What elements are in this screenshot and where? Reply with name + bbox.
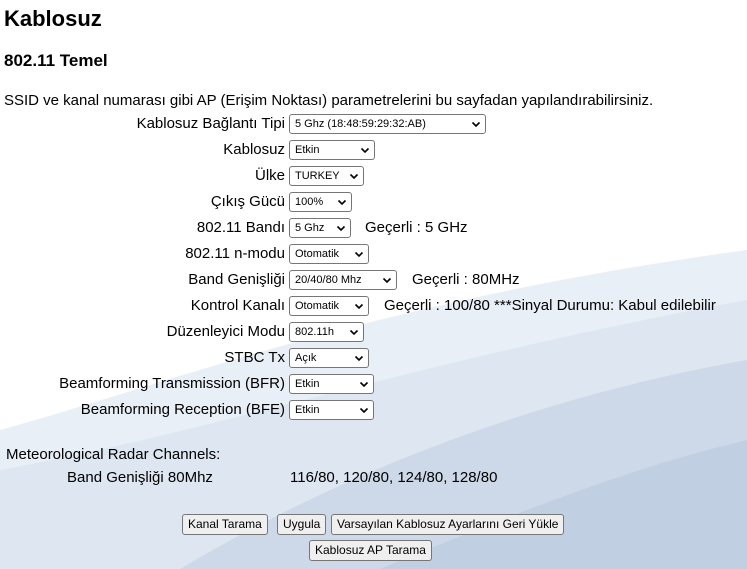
bandwidth-select[interactable] [289, 270, 397, 290]
regulatory-mode-value: 802.11h [295, 326, 334, 338]
control-channel-current: Geçerli : 100/80 ***Sinyal Durumu: Kabul edilebilir [384, 297, 716, 314]
chevron-down-icon [337, 197, 347, 207]
n-mode-value: Otomatik [295, 248, 340, 260]
control-channel-select[interactable] [289, 296, 369, 316]
stbc-tx-label: STBC Tx [224, 349, 285, 366]
chevron-down-icon [359, 405, 369, 415]
chevron-down-icon [360, 145, 370, 155]
chevron-down-icon [336, 223, 346, 233]
section-title: 802.11 Temel [4, 51, 108, 70]
chevron-down-icon [471, 119, 481, 129]
row-country [0, 165, 747, 187]
bandwidth-label: Band Genişliği [188, 271, 285, 288]
band-label: 802.11 Bandı [196, 219, 285, 236]
n-mode-label: 802.11 n-modu [185, 245, 285, 262]
bfe-select[interactable] [289, 400, 374, 420]
control-channel-value: Otomatik [295, 300, 340, 312]
output-power-select[interactable] [289, 192, 352, 212]
wireless-select[interactable] [289, 140, 375, 160]
page-title: Kablosuz [4, 6, 102, 31]
country-value: TURKEY [295, 170, 340, 182]
row-regulatory-mode [0, 321, 747, 343]
bfr-value: Etkin [295, 378, 320, 390]
bfr-label: Beamforming Transmission (BFR) [59, 375, 285, 392]
chevron-down-icon [359, 379, 369, 389]
restore-defaults-button[interactable]: Varsayılan Kablosuz Ayarlarını Geri Yükle [331, 514, 564, 535]
wireless-label: Kablosuz [223, 141, 285, 158]
row-connection-type [0, 113, 747, 135]
row-n-mode [0, 243, 747, 265]
connection-type-value: 5 Ghz (18:48:59:29:32:AB) [295, 118, 426, 130]
meteorological-title: Meteorological Radar Channels: [6, 446, 221, 463]
country-label: Ülke [254, 167, 285, 184]
n-mode-select[interactable] [289, 244, 369, 264]
connection-type-label: Kablosuz Bağlantı Tipi [136, 115, 285, 132]
row-output-power [0, 191, 747, 213]
chevron-down-icon [354, 353, 364, 363]
bfe-label: Beamforming Reception (BFE) [80, 401, 285, 418]
channel-scan-button[interactable]: Kanal Tarama [182, 514, 268, 535]
chevron-down-icon [382, 275, 392, 285]
row-bandwidth [0, 269, 747, 291]
bfr-select[interactable] [289, 374, 374, 394]
chevron-down-icon [349, 327, 359, 337]
meteorological-channels: 116/80, 120/80, 124/80, 128/80 [290, 469, 498, 486]
band-value: 5 Ghz [295, 222, 325, 234]
row-bfr [0, 373, 747, 395]
chevron-down-icon [354, 249, 364, 259]
output-power-label: Çıkış Gücü [210, 193, 285, 210]
chevron-down-icon [354, 301, 364, 311]
row-control-channel [0, 295, 747, 317]
apply-button[interactable]: Uygula [277, 514, 326, 535]
row-band [0, 217, 747, 239]
row-wireless [0, 139, 747, 161]
connection-type-select[interactable] [289, 114, 486, 134]
control-channel-label: Kontrol Kanalı [190, 297, 285, 314]
stbc-tx-value: Açık [295, 352, 317, 364]
regulatory-mode-label: Düzenleyici Modu [166, 323, 285, 340]
row-bfe [0, 399, 747, 421]
ap-scan-button[interactable]: Kablosuz AP Tarama [309, 540, 432, 561]
page-description: SSID ve kanal numarası gibi AP (Erişim Noktası) parametrelerini bu sayfadan yapılandırabilirsiniz. [4, 92, 654, 109]
bandwidth-value: 20/40/80 Mhz [295, 274, 362, 286]
row-stbc-tx [0, 347, 747, 369]
output-power-value: 100% [295, 196, 324, 208]
chevron-down-icon [349, 171, 359, 181]
bandwidth-current: Geçerli : 80MHz [412, 271, 520, 288]
band-current: Geçerli : 5 GHz [365, 219, 468, 236]
wireless-value: Etkin [295, 144, 320, 156]
band-select[interactable] [289, 218, 351, 238]
country-select[interactable] [289, 166, 364, 186]
stbc-tx-select[interactable] [289, 348, 369, 368]
bfe-value: Etkin [295, 404, 320, 416]
meteorological-label: Band Genişliği 80Mhz [67, 469, 213, 486]
regulatory-mode-select[interactable] [289, 322, 364, 342]
